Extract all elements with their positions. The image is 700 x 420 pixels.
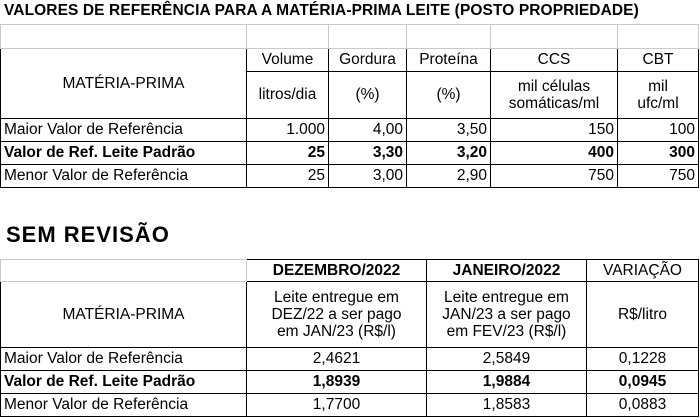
header-proteina: Proteína xyxy=(407,49,491,72)
materia-prima-label: MATÉRIA-PRIMA xyxy=(1,49,247,119)
cell-value: 150 xyxy=(491,119,618,142)
cell-value: 3,20 xyxy=(407,142,491,165)
cell-value: 0,0883 xyxy=(587,394,699,417)
table-row xyxy=(1,348,699,371)
header-cbt: CBT xyxy=(618,49,699,72)
cell-value: 1,9884 xyxy=(427,371,587,394)
cell-value: 1,7700 xyxy=(247,394,427,417)
unit-ccs-line2: somáticas/ml xyxy=(508,95,600,112)
cell-value: 1,8583 xyxy=(427,394,587,417)
row-label: Menor Valor de Referência xyxy=(1,165,247,188)
cell-value: 2,4621 xyxy=(247,348,427,371)
unit-proteina: (%) xyxy=(407,72,491,119)
header-variacao: VARIAÇÃO xyxy=(587,260,699,282)
unit-ccs xyxy=(491,72,618,119)
row-label: Valor de Ref. Leite Padrão xyxy=(1,142,247,165)
cell-value: 3,30 xyxy=(329,142,407,165)
cell-value: 25 xyxy=(247,142,329,165)
desc-variacao: R$/litro xyxy=(587,282,699,348)
desc-line: Leite entregue em xyxy=(274,289,399,306)
reference-values-table xyxy=(0,24,699,188)
blank-cell xyxy=(407,25,491,49)
desc-line: Leite entregue em xyxy=(444,289,569,306)
blank-cell xyxy=(247,25,329,49)
header-dezembro: DEZEMBRO/2022 xyxy=(247,260,427,282)
cell-value: 750 xyxy=(491,165,618,188)
cell-value: 25 xyxy=(247,165,329,188)
row-label: Maior Valor de Referência xyxy=(1,119,247,142)
cell-value: 4,00 xyxy=(329,119,407,142)
header-ccs: CCS xyxy=(491,49,618,72)
row-label: Menor Valor de Referência xyxy=(1,394,247,417)
row-label: Valor de Ref. Leite Padrão xyxy=(1,371,247,394)
unit-cbt-line2: ufc/ml xyxy=(637,95,679,112)
table-row xyxy=(1,394,699,417)
desc-line: JAN/23 a ser pago xyxy=(442,306,571,323)
cell-value: 0,1228 xyxy=(587,348,699,371)
unit-ccs-line1: mil células xyxy=(517,78,591,95)
unit-volume: litros/dia xyxy=(247,72,329,119)
desc-line: em JAN/23 (R$/l) xyxy=(277,323,396,340)
cell-value: 3,00 xyxy=(329,165,407,188)
blank-cell xyxy=(1,25,247,49)
cell-value: 1.000 xyxy=(247,119,329,142)
blank-cell xyxy=(491,25,618,49)
desc-dezembro xyxy=(247,282,427,348)
blank-cell xyxy=(1,260,247,282)
desc-janeiro xyxy=(427,282,587,348)
page-title: VALORES DE REFERÊNCIA PARA A MATÉRIA-PRIMA LEITE (POSTO PROPRIEDADE) xyxy=(4,2,639,19)
unit-gordura: (%) xyxy=(329,72,407,119)
cell-value: 2,90 xyxy=(407,165,491,188)
section-title: SEM REVISÃO xyxy=(6,222,170,247)
cell-value: 0,0945 xyxy=(587,371,699,394)
desc-line: DEZ/22 a ser pago xyxy=(271,306,402,323)
unit-cbt-line1: mil xyxy=(648,78,668,95)
table-row xyxy=(1,119,699,142)
cell-value: 400 xyxy=(491,142,618,165)
desc-line: em FEV/23 (R$/l) xyxy=(446,323,567,340)
blank-cell xyxy=(329,25,407,49)
blank-cell xyxy=(618,25,699,49)
price-variation-table xyxy=(0,259,699,417)
cell-value: 1,8939 xyxy=(247,371,427,394)
cell-value: 3,50 xyxy=(407,119,491,142)
table-row xyxy=(1,371,699,394)
table-row xyxy=(1,142,699,165)
cell-value: 300 xyxy=(618,142,699,165)
materia-prima-label: MATÉRIA-PRIMA xyxy=(1,282,247,348)
header-volume: Volume xyxy=(247,49,329,72)
row-label: Maior Valor de Referência xyxy=(1,348,247,371)
header-janeiro: JANEIRO/2022 xyxy=(427,260,587,282)
unit-cbt xyxy=(618,72,699,119)
cell-value: 750 xyxy=(618,165,699,188)
header-gordura: Gordura xyxy=(329,49,407,72)
cell-value: 2,5849 xyxy=(427,348,587,371)
table-row xyxy=(1,165,699,188)
cell-value: 100 xyxy=(618,119,699,142)
